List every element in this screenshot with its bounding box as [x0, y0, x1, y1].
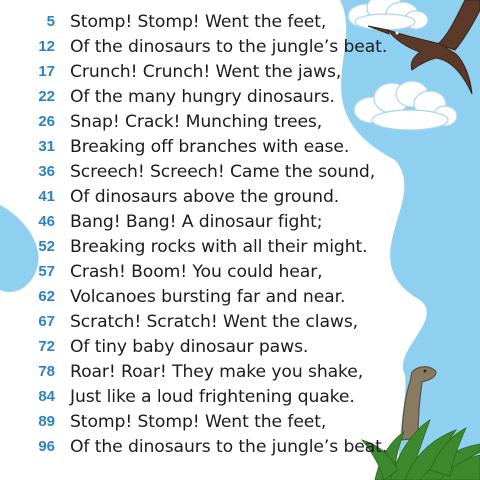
line-text: Bang! Bang! A dinosaur fight;	[70, 211, 323, 232]
poem-line	[0, 159, 400, 184]
line-text: Of the dinosaurs to the jungle’s beat.	[70, 36, 388, 57]
poem-line	[0, 184, 400, 209]
line-text: Stomp! Stomp! Went the feet,	[70, 11, 327, 32]
line-text: Stomp! Stomp! Went the feet,	[70, 411, 327, 432]
line-text: Crash! Boom! You could hear,	[70, 261, 323, 282]
line-text: Roar! Roar! They make you shake,	[70, 361, 364, 382]
poem-line	[0, 134, 400, 159]
line-number: 52	[38, 238, 55, 255]
poem-line	[0, 59, 400, 84]
line-number: 36	[38, 163, 55, 180]
line-number: 96	[38, 438, 55, 455]
line-number: 12	[38, 38, 55, 55]
line-text: Crunch! Crunch! Went the jaws,	[70, 61, 342, 82]
line-text: Breaking rocks with all their might.	[70, 236, 368, 257]
poem-line	[0, 9, 400, 34]
line-text: Breaking off branches with ease.	[70, 136, 350, 157]
line-number: 26	[38, 113, 55, 130]
line-number: 31	[38, 138, 55, 155]
line-number: 46	[38, 213, 55, 230]
poem-line	[0, 434, 400, 459]
line-number: 67	[38, 313, 55, 330]
poem-line	[0, 309, 400, 334]
line-number: 17	[38, 63, 55, 80]
line-text: Of dinosaurs above the ground.	[70, 186, 340, 207]
line-number: 84	[38, 388, 55, 405]
poem	[0, 9, 400, 459]
line-text: Of the dinosaurs to the jungle’s beat.	[70, 436, 388, 457]
poem-line	[0, 384, 400, 409]
line-text: Of the many hungry dinosaurs.	[70, 86, 335, 107]
poem-line	[0, 34, 400, 59]
line-number: 22	[38, 88, 55, 105]
poem-line	[0, 334, 400, 359]
line-number: 89	[38, 413, 55, 430]
poem-line	[0, 409, 400, 434]
line-number: 78	[38, 363, 55, 380]
line-text: Volcanoes bursting far and near.	[70, 286, 346, 307]
line-text: Snap! Crack! Munching trees,	[70, 111, 323, 132]
line-number: 41	[38, 188, 55, 205]
line-text: Just like a loud frightening quake.	[70, 386, 355, 407]
poem-line	[0, 84, 400, 109]
line-number: 72	[38, 338, 55, 355]
line-number: 62	[38, 288, 55, 305]
line-text: Of tiny baby dinosaur paws.	[70, 336, 309, 357]
line-text: Screech! Screech! Came the sound,	[70, 161, 376, 182]
line-text: Scratch! Scratch! Went the claws,	[70, 311, 359, 332]
poem-line	[0, 284, 400, 309]
poem-line	[0, 234, 400, 259]
line-number: 5	[46, 13, 55, 30]
line-number: 57	[38, 263, 55, 280]
poem-line	[0, 109, 400, 134]
poem-line	[0, 209, 400, 234]
poem-line	[0, 359, 400, 384]
poem-line	[0, 259, 400, 284]
